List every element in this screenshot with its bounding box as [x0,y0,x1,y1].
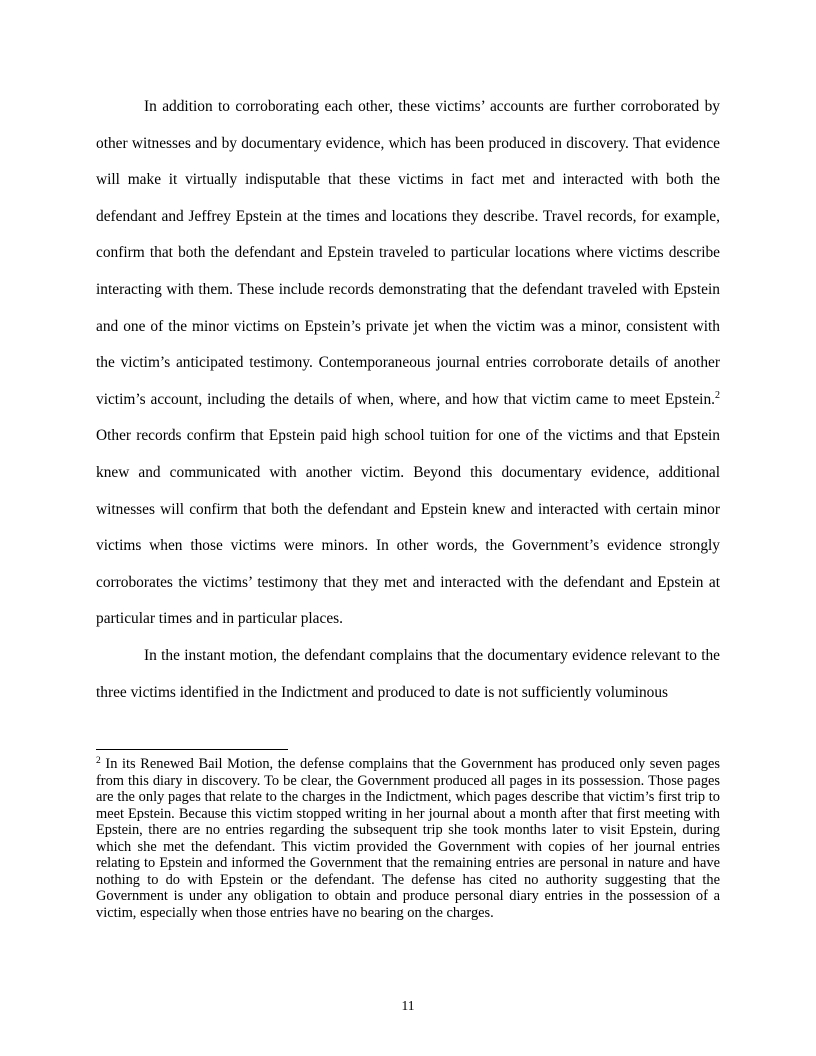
footnote-reference: 2 [715,389,720,401]
page-number: 11 [401,998,415,1013]
paragraph-1 [96,89,720,638]
paragraph-2: In the instant motion, the defendant complains that the documentary evidence relevant to the three victims identified in the Indictment and produced to date is not sufficiently voluminous [96,646,720,701]
paragraph-1-part-a: In addition to corroborating each other, these victims’ accounts are further corroborated by other witnesses and by documentary evidence, which has been produced in discovery. That evidence will make it virtually indisputable that these victims in fact met and interacted with both the defendant and Jeffrey Epstein at the times and locations they describe. Travel records, for example, confirm that both the defendant and Epstein traveled to particular locations where victims describe interacting with them. These include records demonstrating that the defendant traveled with Epstein and one of the minor victims on Epstein’s private jet when the victim was a minor, consistent with the victim’s anticipated testimony. Contemporaneous journal entries corroborate details of another victim’s account, including the details of when, where, and how that victim came to meet Epstein. [96,98,720,408]
footnote-number: 2 [96,756,101,766]
footnote-separator [96,749,288,750]
footnote [96,756,720,921]
paragraph-1-part-b: Other records confirm that Epstein paid high school tuition for one of the victims and that Epstein knew and communicated with another victim. Beyond this documentary evidence, additional witnesses will confirm that both the defendant and Epstein knew and interacted with certain minor victims when those victims were minors. In other words, the Government’s evidence strongly corroborates the victims’ testimony that they met and interacted with the defendant and Epstein at particular times and in particular places. [96,427,720,628]
body-text [96,89,720,711]
footnote-text: In its Renewed Bail Motion, the defense complains that the Government has produced only seven pages from this diary in discovery. To be clear, the Government produced all pages in its possession. Those pages are the only pages that relate to the charges in the Indictment, which pages describe that victim’s first trip to meet Epstein. Because this victim stopped writing in her journal about a month after that first meeting with Epstein, there are no entries regarding the subsequent trip she took months later to visit Epstein, during which she met the defendant. This victim provided the Government with copies of her journal entries relating to Epstein and informed the Government that the remaining entries are personal in nature and have nothing to do with Epstein or the defendant. The defense has cited no authority suggesting that the Government is under any obligation to obtain and produce personal diary entries in the possession of a victim, especially when those entries have no bearing on the charges. [96,756,720,921]
